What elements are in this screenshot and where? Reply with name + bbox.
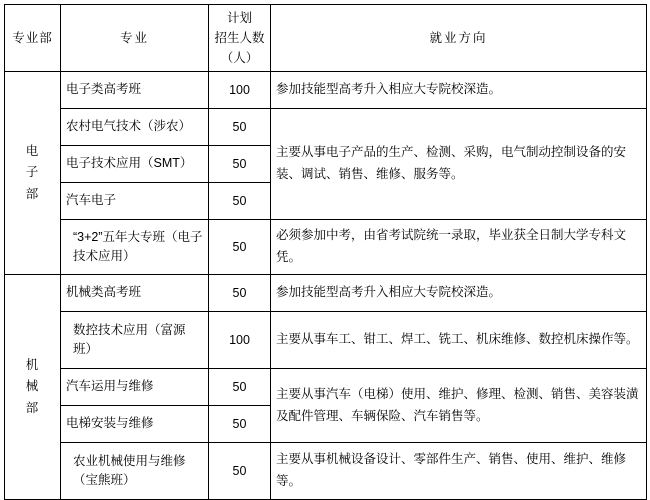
employment-direction: 主要从事机械设备设计、零部件生产、销售、使用、维护、维修等。 (271, 443, 647, 500)
employment-direction: 必须参加中考，由省考试院统一录取，毕业获全日制大学专科文凭。 (271, 220, 647, 275)
plan-count: 50 (209, 275, 271, 312)
major-name: 电梯安装与维修 (61, 406, 209, 443)
table-row (5, 443, 647, 500)
table-row (5, 109, 647, 146)
plan-count: 50 (209, 220, 271, 275)
major-name: 汽车运用与维修 (61, 369, 209, 406)
header-major: 专业 (61, 5, 209, 72)
header-department: 专业部 (5, 5, 61, 72)
table-body (5, 72, 647, 500)
table-row (5, 312, 647, 369)
plan-count: 50 (209, 183, 271, 220)
table-row (5, 72, 647, 109)
employment-direction: 主要从事电子产品的生产、检测、采购，电气制动控制设备的安装、调试、销售、维修、服务等。 (271, 109, 647, 220)
major-name: 农村电气技术（涉农） (61, 109, 209, 146)
table-row (5, 220, 647, 275)
major-name: 电子技术应用（SMT） (61, 146, 209, 183)
department-label: 机 械 部 (25, 358, 40, 415)
table-header (5, 5, 647, 72)
employment-direction: 主要从事车工、钳工、焊工、铣工、机床维修、数控机床操作等。 (271, 312, 647, 369)
major-name: “3+2”五年大专班（电子技术应用） (61, 220, 209, 275)
plan-count: 50 (209, 406, 271, 443)
employment-direction: 主要从事汽车（电梯）使用、维护、修理、检测、销售、美容装潢及配件管理、车辆保险、汽车销售等。 (271, 369, 647, 443)
major-name: 汽车电子 (61, 183, 209, 220)
header-row (5, 5, 647, 72)
header-plan-line1: 计划 (226, 11, 252, 25)
plan-count: 50 (209, 369, 271, 406)
plan-count: 50 (209, 146, 271, 183)
major-name: 电子类高考班 (61, 72, 209, 109)
header-plan-line3: （人） (220, 51, 259, 65)
employment-direction: 参加技能型高考升入相应大专院校深造。 (271, 275, 647, 312)
major-name: 农业机械使用与维修（宝熊班） (61, 443, 209, 500)
table-row (5, 369, 647, 406)
table-row (5, 275, 647, 312)
department-cell-machinery (5, 275, 61, 500)
major-name: 机械类高考班 (61, 275, 209, 312)
majors-table (4, 4, 647, 500)
department-cell-electronics (5, 72, 61, 275)
employment-direction: 参加技能型高考升入相应大专院校深造。 (271, 72, 647, 109)
department-label: 电 子 部 (25, 144, 40, 201)
plan-count: 100 (209, 72, 271, 109)
header-plan-line2: 招生人数 (214, 31, 265, 45)
plan-count: 100 (209, 312, 271, 369)
header-direction: 就业方向 (271, 5, 647, 72)
major-name: 数控技术应用（富源班） (61, 312, 209, 369)
header-plan (209, 5, 271, 72)
plan-count: 50 (209, 109, 271, 146)
plan-count: 50 (209, 443, 271, 500)
